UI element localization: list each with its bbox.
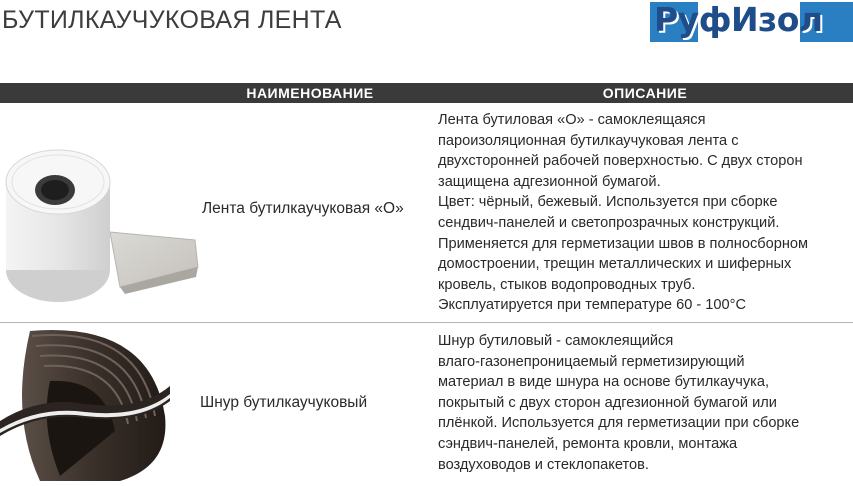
description-line: влаго-газонепроницаемый герметизирующий xyxy=(438,353,745,370)
column-header-description: ОПИСАНИЕ xyxy=(602,85,688,101)
description-line: сендвич-панелей и светопрозрачных конструкций. xyxy=(438,214,780,231)
description-line: материал в виде шнура на основе бутилкаучука, xyxy=(438,374,770,391)
page-title: БУТИЛКАУЧУКОВАЯ ЛЕНТА xyxy=(2,6,342,34)
description-line: двухсторонней рабочей поверхностью. С двух сторон xyxy=(438,153,803,170)
column-header-name: НАИМЕНОВАНИЕ xyxy=(246,85,374,101)
rufizol-logo xyxy=(650,0,853,46)
description-line: кровель, стыков водопроводных труб. xyxy=(438,276,696,293)
table-header xyxy=(0,83,853,103)
row-divider xyxy=(0,322,853,323)
description-line: Лента бутиловая «О» - самоклеящаяся xyxy=(438,112,706,128)
logo-text: РуфИзол xyxy=(654,0,823,39)
description-line: покрытый с двух сторон адгезионной бумагой или xyxy=(438,394,777,411)
description-line: плёнкой. Используется для герметизации при сборке xyxy=(438,415,800,432)
description-line: домостроении, трещин металлических и шиферных xyxy=(438,256,792,273)
product-description-tape xyxy=(438,110,853,316)
description-line: Применяется для герметизации швов в полносборном xyxy=(438,235,809,252)
description-line: Эксплуатируется при температуре 60 - 100°С xyxy=(438,297,747,314)
white-butyl-tape-roll-image xyxy=(0,112,200,312)
description-line: защищена адгезионной бумагой. xyxy=(438,173,661,190)
description-line: пароизоляционная бутилкаучуковая лента с xyxy=(438,132,739,149)
product-description-cord xyxy=(438,331,853,475)
dark-butyl-cord-coil-image xyxy=(0,326,170,481)
description-line: Цвет: чёрный, бежевый. Используется при сборке xyxy=(438,194,778,211)
description-line: воздуховодов и стеклопакетов. xyxy=(438,456,649,473)
description-line: сэндвич-панелей, ремонта кровли, монтажа xyxy=(438,435,738,452)
product-name-cord: Шнур бутилкаучуковый xyxy=(200,394,368,411)
product-name-tape: Лента бутилкаучуковая «О» xyxy=(202,200,404,217)
description-line: Шнур бутиловый - самоклеящийся xyxy=(438,333,674,349)
